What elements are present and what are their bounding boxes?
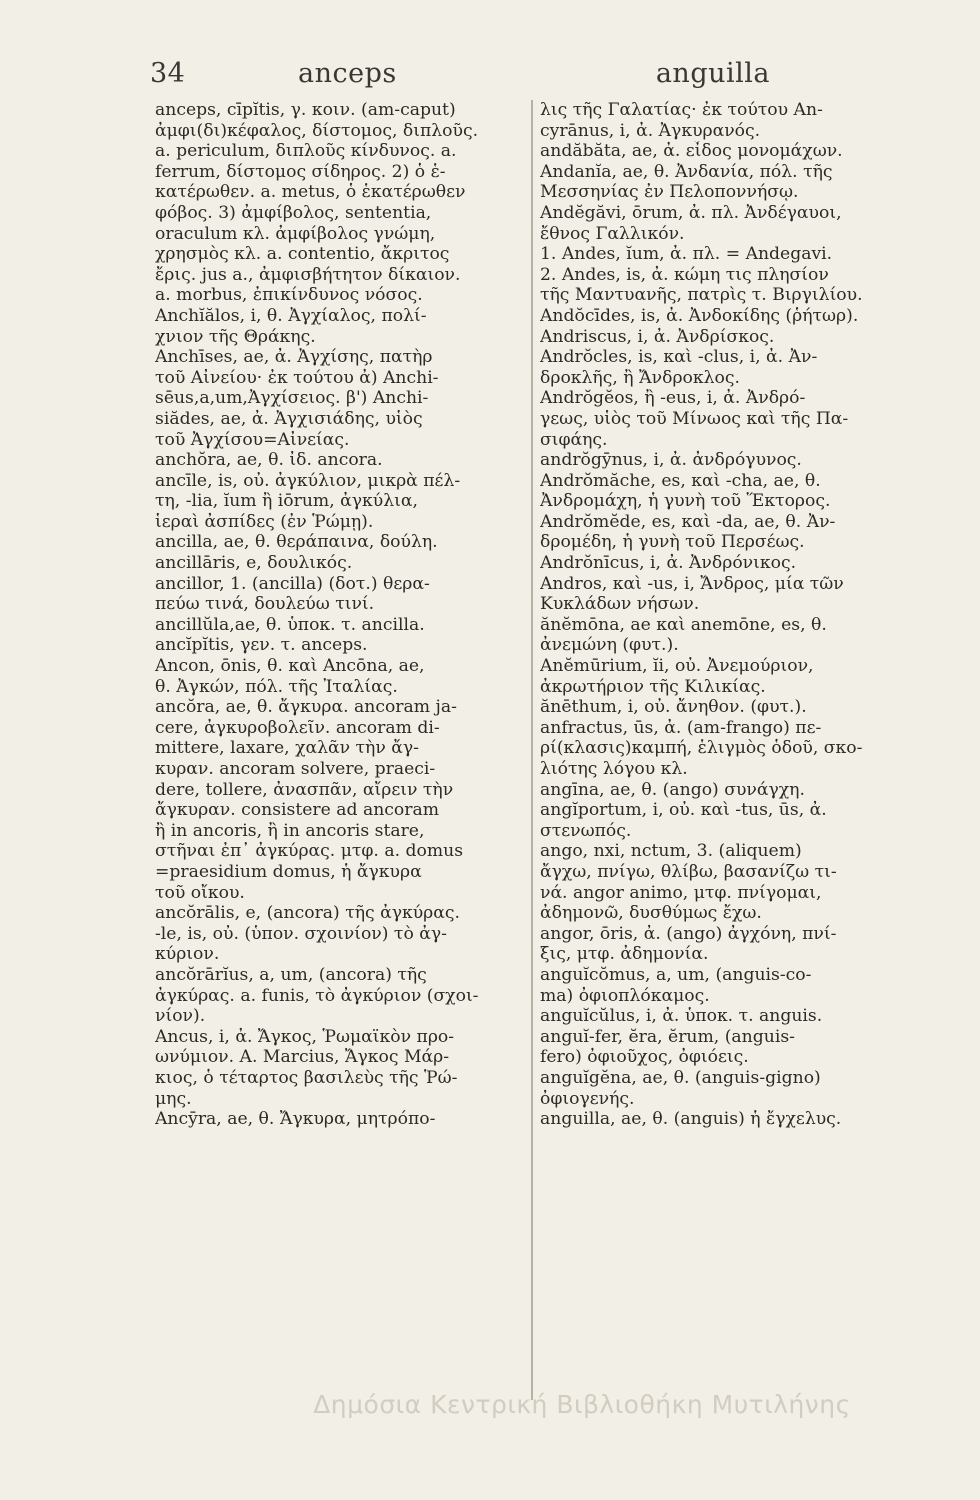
dictionary-line: Ancon, ōnis, θ. καὶ Ancōna, ae, bbox=[155, 656, 425, 677]
dictionary-line: ἀκρωτήριον τῆς Κιλικίας. bbox=[540, 676, 766, 697]
header-last-word: anguilla bbox=[655, 58, 770, 89]
dictionary-line: anguĭcŭlus, i, ἀ. ὑποκ. τ. anguis. bbox=[540, 1006, 823, 1027]
dictionary-line: =praesidium domus, ἡ ἄγκυρα bbox=[155, 861, 422, 882]
dictionary-line: andăbăta, ae, ἀ. εἶδος μονομάχων. bbox=[540, 141, 843, 162]
dictionary-line: Anchīses, ae, ἀ. Ἀγχίσης, πατὴρ bbox=[155, 347, 433, 368]
dictionary-line: Andrŏmăche, es, καὶ -cha, ae, θ. bbox=[540, 470, 821, 491]
dictionary-line: ănēthum, i, οὐ. ἄνηθον. (φυτ.). bbox=[540, 697, 807, 718]
dictionary-line: τοῦ Αἰνείου· ἐκ τούτου ἀ) Anchi- bbox=[155, 367, 439, 388]
dictionary-line: dere, tollere, ἀνασπᾶν, αἴρειν τὴν bbox=[155, 779, 454, 800]
dictionary-line: angor, ōris, ἀ. (ango) ἀγχόνη, πνί- bbox=[540, 923, 837, 944]
dictionary-line: ferrum, δίστομος σίδηρος. 2) ὁ ἑ- bbox=[155, 161, 446, 182]
dictionary-line: ἢ in ancoris, ἢ in ancoris stare, bbox=[155, 820, 425, 841]
dictionary-line: ancŏrālis, e, (ancora) τῆς ἀγκύρας. bbox=[155, 903, 460, 924]
dictionary-line: anfractus, ūs, ἀ. (am-frango) πε- bbox=[540, 717, 822, 738]
dictionary-line: angīna, ae, θ. (ango) συνάγχη. bbox=[540, 779, 805, 800]
dictionary-line: ρί(κλασις)καμπή, ἑλιγμὸς ὁδοῦ, σκο- bbox=[540, 738, 863, 759]
dictionary-line: 1. Andes, ĭum, ἀ. πλ. = Andegavi. bbox=[540, 244, 833, 265]
dictionary-line: χνιον τῆς Θράκης. bbox=[155, 326, 316, 347]
dictionary-line: κιος, ὁ τέταρτος βασιλεὺς τῆς Ῥώ- bbox=[155, 1067, 458, 1088]
dictionary-line: ancillāris, e, δουλικός. bbox=[155, 553, 353, 574]
dictionary-line: anguĭgĕna, ae, θ. (anguis-gigno) bbox=[540, 1067, 821, 1088]
dictionary-line: πεύω τινά, δουλεύω τινί. bbox=[155, 594, 375, 615]
dictionary-line: στῆναι ἐπ᾽ ἀγκύρας. μτφ. a. domus bbox=[155, 841, 464, 862]
dictionary-line: τῆς Μαντυανῆς, πατρὶς τ. Βιργιλίου. bbox=[540, 285, 863, 306]
dictionary-line: κύριον. bbox=[155, 944, 220, 965]
page-number: 34 bbox=[150, 58, 186, 89]
dictionary-line: Andriscus, i, ἀ. Ἀνδρίσκος. bbox=[540, 326, 775, 347]
dictionary-line: νίον). bbox=[155, 1006, 206, 1027]
dictionary-line: fero) ὀφιοῦχος, ὀφιόεις. bbox=[540, 1047, 749, 1068]
dictionary-line: λις τῆς Γαλατίας· ἐκ τούτου An- bbox=[540, 100, 823, 120]
dictionary-line: λιότης λόγου κλ. bbox=[540, 759, 688, 779]
running-header bbox=[150, 58, 770, 98]
dictionary-line: ancŏra, ae, θ. ἄγκυρα. ancoram ja- bbox=[155, 697, 457, 718]
dictionary-line: Andrŏnīcus, i, ἀ. Ἀνδρόνικος. bbox=[540, 553, 797, 574]
dictionary-line: anguĭcŏmus, a, um, (anguis-co- bbox=[540, 964, 812, 985]
dictionary-line: Andros, καὶ -us, i, Ἄνδρος, μία τῶν bbox=[540, 573, 844, 594]
dictionary-line: anchŏra, ae, θ. ἰδ. ancora. bbox=[155, 450, 383, 471]
dictionary-line: anguĭ-fer, ĕra, ĕrum, (anguis- bbox=[540, 1026, 795, 1047]
dictionary-line: a. periculum, διπλοῦς κίνδυνος. a. bbox=[155, 141, 457, 162]
dictionary-line: ancŏrārĭus, a, um, (ancora) τῆς bbox=[155, 964, 427, 985]
dictionary-line: ὀφιογενής. bbox=[540, 1088, 635, 1109]
dictionary-line: ἱεραὶ ἀσπίδες (ἐν Ῥώμῃ). bbox=[155, 511, 374, 532]
dictionary-line: κυραν. ancoram solvere, praeci- bbox=[155, 759, 436, 779]
dictionary-line: Andrŏgĕos, ἢ -eus, i, ἀ. Ἀνδρό- bbox=[540, 388, 806, 409]
dictionary-line: ancillŭla,ae, θ. ὑποκ. τ. ancilla. bbox=[155, 614, 425, 635]
dictionary-line: ἀμφι(δι)κέφαλος, δίστομος, διπλοῦς. bbox=[155, 120, 479, 141]
dictionary-line: Anĕmūrium, ĭi, οὐ. Ἀνεμούριον, bbox=[540, 656, 814, 677]
dictionary-line: ἀνεμώνη (φυτ.). bbox=[540, 635, 679, 656]
dictionary-line: τη, -lia, ĭum ἢ iōrum, ἀγκύλια, bbox=[155, 491, 418, 512]
dictionary-line: ξις, μτφ. ἀδημονία. bbox=[540, 944, 709, 965]
dictionary-line: ancĭpĭtis, γεν. τ. anceps. bbox=[155, 635, 368, 656]
dictionary-line: σιφάης. bbox=[540, 429, 608, 450]
dictionary-line: ἀδημονῶ, δυσθύμως ἔχω. bbox=[540, 903, 762, 924]
dictionary-line: -le, is, οὐ. (ὑπον. σχοινίον) τὸ ἀγ- bbox=[155, 923, 447, 944]
dictionary-line: ἔθνος Γαλλικόν. bbox=[540, 223, 685, 244]
dictionary-line: ancīle, is, οὐ. ἀγκύλιον, μικρὰ πέλ- bbox=[155, 470, 461, 491]
dictionary-line: νά. angor animo, μτφ. πνίγομαι, bbox=[540, 882, 822, 903]
dictionary-line: andrŏgȳnus, i, ἀ. ἀνδρόγυνος. bbox=[540, 450, 802, 471]
dictionary-line: Μεσσηνίας ἐν Πελοποννήσῳ. bbox=[540, 182, 799, 203]
library-watermark: Δημόσια Κεντρική Βιβλιοθήκη Μυτιλήνης bbox=[313, 1390, 851, 1419]
right-column bbox=[540, 100, 920, 1130]
dictionary-line: siădes, ae, ἀ. Ἀγχισιάδης, υἱὸς bbox=[155, 408, 423, 429]
dictionary-line: μης. bbox=[155, 1088, 192, 1109]
dictionary-line: φόβος. 3) ἀμφίβολος, sententia, bbox=[155, 202, 432, 223]
dictionary-line: ancilla, ae, θ. θεράπαινα, δούλη. bbox=[155, 532, 438, 553]
dictionary-line: κατέρωθεν. a. metus, ὁ ἑκατέρωθεν bbox=[155, 182, 466, 203]
dictionary-line: ἄγκυραν. consistere ad ancoram bbox=[155, 800, 440, 821]
dictionary-line: cere, ἀγκυροβολεῖν. ancoram di- bbox=[155, 717, 440, 738]
dictionary-line: χρησμὸς κλ. a. contentio, ἄκριτος bbox=[155, 244, 450, 265]
left-column bbox=[155, 100, 535, 1130]
dictionary-line: cyrānus, i, ἀ. Ἀγκυρανός. bbox=[540, 120, 761, 141]
dictionary-line: τοῦ οἴκου. bbox=[155, 882, 245, 903]
dictionary-line: Andrŏcles, is, καὶ -clus, i, ἀ. Ἀν- bbox=[540, 347, 818, 368]
dictionary-line: Ancus, i, ἀ. Ἄγκος, Ῥωμαϊκὸν προ- bbox=[155, 1026, 455, 1047]
dictionary-line: Andrŏmĕde, es, καὶ -da, ae, θ. Ἀν- bbox=[540, 511, 836, 532]
dictionary-line: ἔρις. jus a., ἀμφισβήτητον δίκαιον. bbox=[155, 264, 461, 285]
dictionary-line: Andĕgăvi, ōrum, ἀ. πλ. Ἀνδέγαυοι, bbox=[540, 202, 842, 223]
dictionary-line: γεως, υἱὸς τοῦ Μίνωος καὶ τῆς Πα- bbox=[540, 408, 849, 429]
dictionary-line: θ. Ἀγκών, πόλ. τῆς Ἰταλίας. bbox=[155, 676, 398, 697]
dictionary-line: δρομέδη, ἡ γυνὴ τοῦ Περσέως. bbox=[540, 532, 805, 553]
dictionary-line: ma) ὀφιοπλόκαμος. bbox=[540, 985, 710, 1006]
header-first-word: anceps bbox=[298, 58, 397, 89]
dictionary-line: ωνύμιον. A. Marcius, Ἄγκος Μάρ- bbox=[155, 1047, 450, 1068]
dictionary-line: τοῦ Ἀγχίσου=Αἰνείας. bbox=[155, 429, 350, 450]
dictionary-line: Κυκλάδων νήσων. bbox=[540, 594, 700, 615]
dictionary-line: Ἀνδρομάχη, ἡ γυνὴ τοῦ Ἕκτορος. bbox=[540, 491, 831, 512]
dictionary-line: Anchĭălos, i, θ. Ἀγχίαλος, πολί- bbox=[155, 305, 427, 326]
dictionary-line: a. morbus, ἐπικίνδυνος νόσος. bbox=[155, 285, 423, 306]
dictionary-line: Andanĭa, ae, θ. Ἀνδανία, πόλ. τῆς bbox=[540, 161, 833, 182]
dictionary-line: ango, nxi, nctum, 3. (aliquem) bbox=[540, 841, 802, 862]
dictionary-line: 2. Andes, is, ἀ. κώμη τις πλησίον bbox=[540, 264, 829, 285]
dictionary-line: oraculum κλ. ἀμφίβολος γνώμη, bbox=[155, 223, 436, 244]
dictionary-line: Ancȳra, ae, θ. Ἄγκυρα, μητρόπο- bbox=[155, 1109, 436, 1130]
dictionary-line: στενωπός. bbox=[540, 820, 632, 841]
column-divider bbox=[531, 100, 533, 1400]
dictionary-line: sēus,a,um,Ἀγχίσειος. β') Anchi- bbox=[155, 388, 429, 409]
dictionary-line: mittere, laxare, χαλᾶν τὴν ἄγ- bbox=[155, 738, 419, 759]
dictionary-line: anguilla, ae, θ. (anguis) ἡ ἔγχελυς. bbox=[540, 1109, 842, 1130]
dictionary-line: Andŏcīdes, is, ἀ. Ἀνδοκίδης (ῥήτωρ). bbox=[540, 305, 859, 326]
dictionary-line: ἄγχω, πνίγω, θλίβω, βασανίζω τι- bbox=[540, 861, 837, 882]
dictionary-line: anceps, cīpĭtis, γ. κοιν. (am-caput) bbox=[155, 100, 456, 120]
dictionary-line: δροκλῆς, ἢ Ἄνδροκλος. bbox=[540, 367, 740, 388]
dictionary-line: ănĕmōna, ae καὶ anemōne, es, θ. bbox=[540, 614, 827, 635]
dictionary-line: ancillor, 1. (ancilla) (δοτ.) θερα- bbox=[155, 573, 430, 594]
dictionary-line: angĭportum, i, οὐ. καὶ -tus, ūs, ἀ. bbox=[540, 800, 827, 821]
dictionary-line: ἀγκύρας. a. funis, τὸ ἀγκύριον (σχοι- bbox=[155, 985, 479, 1006]
